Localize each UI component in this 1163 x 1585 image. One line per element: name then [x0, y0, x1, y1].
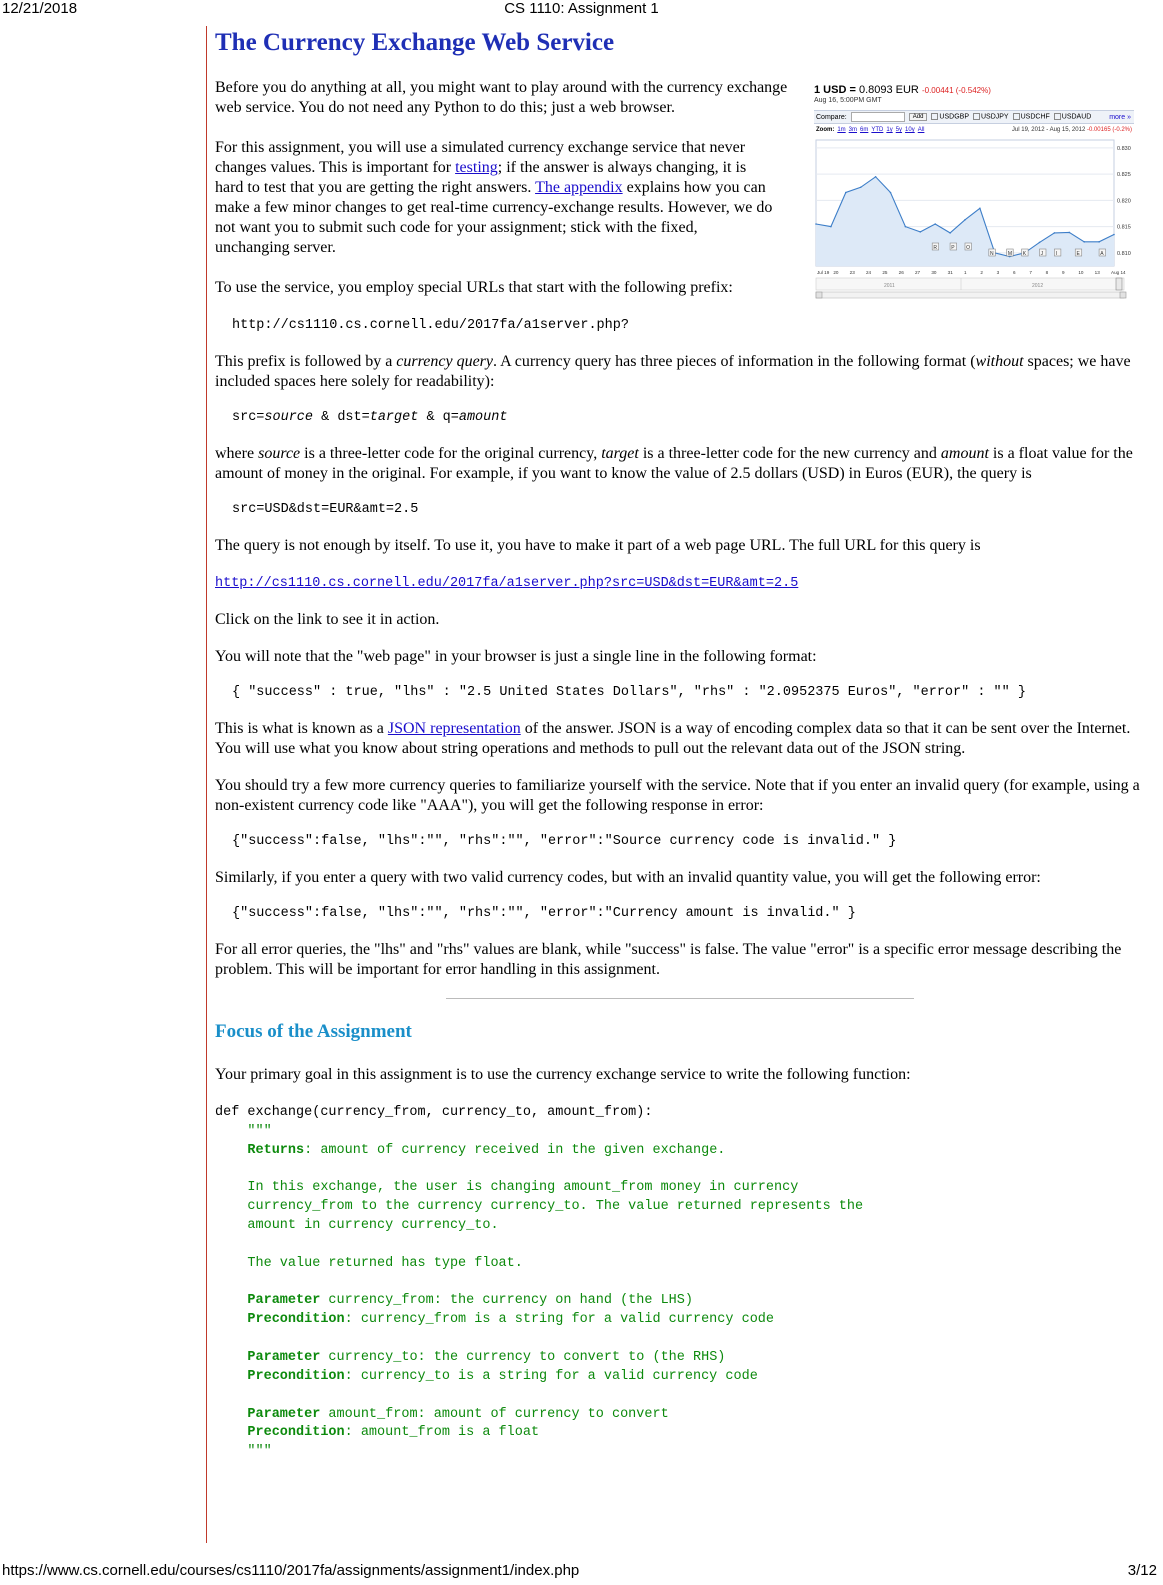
widget-zoom-5y[interactable]: 5y — [895, 127, 903, 133]
chart-news-marker-label: I — [1055, 250, 1057, 257]
chart-x-tick-label: 2 — [980, 270, 983, 275]
em-span: without — [975, 353, 1024, 370]
widget-compare-label: Compare: — [816, 113, 847, 121]
code-indent — [215, 1218, 247, 1233]
code-keyword: Parameter — [247, 1349, 321, 1365]
chart-x-tick-label: 31 — [947, 270, 953, 275]
code-keyword: Precondition — [247, 1425, 345, 1441]
text-span: ; if the answer is always changing, it is hard to test that you are getting the right answers. — [215, 159, 747, 196]
code-text: amount in currency currency_to. — [247, 1218, 499, 1234]
em-span: source — [258, 445, 301, 462]
chart-news-marker-label: J — [1040, 250, 1044, 257]
widget-compare-option: USDAUD — [1061, 113, 1092, 121]
chart-x-tick-label: Aug 14 — [1111, 270, 1126, 275]
chart-news-marker-label: N — [990, 250, 994, 257]
left-margin-rule — [206, 26, 207, 1543]
chart-x-tick-label: 25 — [882, 270, 888, 275]
widget-zoom-6m[interactable]: 6m — [860, 127, 869, 133]
full-url-paragraph — [215, 572, 1145, 594]
prefix-url-code: http://cs1110.cs.cornell.edu/2017fa/a1server.php? — [232, 318, 629, 333]
chart-x-tick-label: 27 — [915, 270, 921, 275]
chart-x-tick-label: 6 — [1013, 270, 1016, 275]
code-quotes: """ — [247, 1444, 272, 1460]
chart-y-tick-label: 0.815 — [1117, 224, 1131, 231]
code-indent — [215, 1256, 247, 1271]
invalid-query-paragraph: You should try a few more currency queries to familiarize yourself with the service. Note that if you enter an invalid query (for example, using a non-existent currency code like "AAA"), you will get the following response in error: — [215, 777, 1140, 814]
code-precondition-line — [215, 1311, 1145, 1330]
text-span: For this assignment, you will use a simulated currency exchange service that never changes values. This is important for — [215, 139, 746, 176]
code-indent — [215, 1312, 247, 1327]
code-docstring-close — [215, 1443, 1145, 1462]
code-param-line — [215, 1349, 1145, 1368]
code-docstring-open — [215, 1123, 1145, 1142]
chart-news-marker-label: A — [1100, 250, 1104, 257]
code-returns-line — [215, 1142, 1145, 1161]
code-text: : amount of currency received in the given exchange. — [304, 1142, 726, 1158]
chart-y-tick-label: 0.820 — [1117, 198, 1131, 205]
code-blank-line — [215, 1387, 1145, 1406]
text-span: where — [215, 445, 259, 462]
chart-x-tick-label: 8 — [1045, 270, 1049, 275]
chart-news-marker-label: O — [966, 244, 971, 251]
chart-x-tick-label: 23 — [849, 270, 855, 275]
json-paragraph — [215, 719, 1145, 759]
widget-zoom-all[interactable]: All — [917, 127, 925, 133]
em-span: currency query — [396, 353, 493, 370]
chart-x-tick-label: 26 — [898, 270, 904, 275]
chart-news-marker-label: M — [1007, 250, 1013, 257]
chart-x-tick-label: 10 — [1078, 270, 1084, 275]
text-span: This prefix is followed by a — [215, 353, 397, 370]
widget-zoom-3m[interactable]: 3m — [848, 127, 858, 133]
widget-compare-option: USDCHF — [1020, 113, 1050, 121]
code-text: currency_to: the currency to convert to (the RHS) — [320, 1349, 726, 1365]
json-success-code: { "success" : true, "lhs" : "2.5 United States Dollars", "rhs" : "2.0952375 Euros", "error" : "" } — [232, 685, 1026, 700]
print-date: 12/21/2018 — [2, 0, 78, 17]
currency-query-paragraph — [215, 352, 1145, 392]
code-var: target — [369, 410, 419, 425]
code-indent — [215, 1143, 247, 1158]
chart-timeline-label: 2011 — [884, 283, 895, 289]
code-span: src= — [232, 410, 265, 425]
example-query-code: src=USD&dst=EUR&amt=2.5 — [232, 502, 419, 517]
widget-zoom-1y[interactable]: 1y — [886, 127, 893, 133]
code-indent — [215, 1444, 247, 1459]
code-blank-line — [215, 1161, 1145, 1180]
code-text: currency_from to the currency currency_to. The value returned represents the — [247, 1199, 864, 1215]
appendix-link[interactable]: The appendix — [535, 179, 623, 196]
code-def-line: def exchange(currency_from, currency_to, amount_from): — [215, 1105, 653, 1120]
widget-zoom-ytd[interactable]: YTD — [871, 127, 884, 133]
text-span: is a three-letter code for the new currency and — [638, 445, 941, 462]
code-indent — [215, 1293, 247, 1308]
invalid-amount-paragraph: Similarly, if you enter a query with two valid currency codes, but with an invalid quantity value, you will get the following error: — [215, 869, 1041, 886]
code-blank-line — [215, 1274, 1145, 1293]
code-span: & q= — [418, 410, 459, 425]
code-blank-line — [215, 1330, 1145, 1349]
code-quotes: """ — [247, 1123, 272, 1139]
chart-x-tick-label: 7 — [1029, 270, 1032, 275]
code-text: currency_from: the currency on hand (the LHS) — [320, 1293, 693, 1309]
widget-zoom-1m[interactable]: 1m — [837, 127, 846, 133]
widget-zoom-10y[interactable]: 10y — [905, 127, 915, 133]
error-queries-paragraph: For all error queries, the "lhs" and "rhs" values are blank, while "success" is false. The value "error" is a specific error message describing the problem. This will be important for error handling in this assignment. — [215, 941, 1122, 978]
primary-goal-paragraph: Your primary goal in this assignment is to use the currency exchange service to write the following function: — [215, 1066, 911, 1083]
query-format-code — [215, 408, 1145, 428]
full-url-link[interactable]: http://cs1110.cs.cornell.edu/2017fa/a1server.php?src=USD&dst=EUR&amt=2.5 — [215, 576, 799, 591]
chart-y-tick-label: 0.830 — [1117, 145, 1131, 152]
widget-zoom-label: Zoom: — [816, 127, 835, 133]
query-explanation-paragraph — [215, 444, 1145, 484]
code-text: amount_from: amount of currency to convert — [320, 1406, 669, 1422]
print-title: CS 1110: Assignment 1 — [504, 0, 659, 17]
code-param-line — [215, 1292, 1145, 1311]
code-indent — [215, 1407, 247, 1422]
text-span: . A currency query has three pieces of information in the following format ( — [493, 353, 976, 370]
code-param-line — [215, 1406, 1145, 1425]
intro-paragraph: Before you do anything at all, you might want to play around with the currency exchange web service. You do not need any Python to do this; just a web browser. — [215, 79, 788, 116]
json-link[interactable]: JSON representation — [387, 720, 521, 737]
print-url: https://www.cs.cornell.edu/courses/cs1110/2017fa/assignments/assignment1/index.php — [2, 1562, 580, 1579]
chart-x-tick-label: 30 — [931, 270, 937, 275]
click-link-paragraph: Click on the link to see it in action. — [215, 611, 440, 628]
chart-x-tick-label: 20 — [833, 270, 839, 275]
exchange-function-code — [215, 1104, 1145, 1462]
chart-news-marker-label: K — [1022, 250, 1027, 257]
web-page-format-paragraph: You will note that the "web page" in your browser is just a single line in the following format: — [215, 648, 817, 665]
code-desc-line — [215, 1255, 1145, 1274]
widget-range-text: Jul 19, 2012 - Aug 15, 2012 — [1011, 127, 1086, 133]
code-indent — [215, 1369, 247, 1384]
code-span: & dst= — [313, 410, 370, 425]
chart-news-marker-label: R — [933, 244, 938, 251]
chart-x-tick-label: 24 — [866, 270, 872, 275]
testing-link[interactable]: testing — [455, 159, 498, 176]
widget-date: Aug 16, 5:00PM GMT — [814, 97, 882, 104]
chart-y-tick-label: 0.810 — [1117, 250, 1131, 257]
code-keyword: Precondition — [247, 1368, 345, 1384]
text-span: is a float value for the amount of money in the original. For example, if you want to know the value of 2.5 dollars (USD) in Euros (EUR), the query is — [215, 445, 1133, 482]
widget-compare-option: USDJPY — [980, 113, 1009, 121]
full-url-intro-paragraph: The query is not enough by itself. To use it, you have to make it part of a web page URL. The full URL for this query is — [215, 537, 981, 554]
em-span: amount — [940, 445, 989, 462]
code-blank-line — [215, 1236, 1145, 1255]
text-span: spaces; we have included spaces here solely for readability): — [215, 353, 1131, 390]
code-keyword: Returns — [247, 1142, 305, 1158]
code-text: : currency_from is a string for a valid currency code — [344, 1312, 774, 1328]
chart-timeline-label: 2012 — [1032, 283, 1044, 289]
code-indent — [215, 1350, 247, 1365]
chart-news-marker-label: P — [951, 244, 955, 251]
code-var: amount — [458, 410, 508, 425]
em-span: target — [601, 445, 639, 462]
section-divider — [446, 998, 914, 999]
code-indent — [215, 1180, 247, 1195]
text-span: of the answer. JSON is a way of encoding complex data so that it can be sent over the Internet. You will use what you know about string operations and methods to pull out the relevant data out of the JSON string. — [215, 720, 1131, 757]
widget-more-link[interactable]: more » — [1109, 113, 1131, 121]
code-indent — [215, 1425, 247, 1440]
widget-rate-label: 1 USD = — [814, 84, 856, 96]
main-content — [215, 26, 1145, 1462]
code-var: source — [264, 410, 314, 425]
text-span: is a three-letter code for the original currency, — [300, 445, 602, 462]
code-indent — [215, 1124, 247, 1139]
chart-x-tick-label: 1 — [964, 270, 967, 275]
code-text: : amount_from is a float — [344, 1425, 540, 1441]
code-keyword: Parameter — [247, 1406, 321, 1422]
chart-news-marker-label: E — [1076, 250, 1080, 257]
chart-x-tick-label: 9 — [1062, 270, 1065, 275]
code-indent — [215, 1199, 247, 1214]
chart-x-tick-label: 13 — [1094, 270, 1100, 275]
widget-add-button[interactable]: Add — [909, 113, 928, 121]
code-keyword: Parameter — [247, 1293, 321, 1309]
widget-compare-option: USDGBP — [939, 113, 969, 121]
chart-y-tick-label: 0.825 — [1117, 172, 1131, 179]
code-text: In this exchange, the user is changing amount_from money in currency — [247, 1180, 799, 1196]
json-error-source-code: {"success":false, "lhs":"", "rhs":"", "error":"Source currency code is invalid." } — [232, 834, 897, 849]
chart-x-tick-label: 3 — [996, 270, 1000, 275]
widget-range-change: -0.00165 (-0.2%) — [1086, 127, 1132, 133]
widget-rate-change: -0.00441 (-0.542%) — [921, 86, 991, 95]
code-keyword: Precondition — [247, 1312, 345, 1328]
code-desc-line — [215, 1217, 1145, 1236]
focus-heading: Focus of the Assignment — [215, 1021, 412, 1042]
page-title: The Currency Exchange Web Service — [215, 29, 615, 56]
json-error-amount-code: {"success":false, "lhs":"", "rhs":"", "error":"Currency amount is invalid." } — [232, 906, 856, 921]
code-desc-line — [215, 1179, 1145, 1198]
code-precondition-line — [215, 1368, 1145, 1387]
text-span: This is what is known as a — [215, 720, 388, 737]
code-text: : currency_to is a string for a valid currency code — [344, 1368, 758, 1384]
code-text: The value returned has type float. — [247, 1255, 523, 1271]
chart-x-tick-label: Jul 19 — [817, 270, 830, 275]
widget-rate-value: 0.8093 EUR — [858, 84, 919, 96]
print-page-number: 3/12 — [1127, 1562, 1157, 1579]
code-desc-line — [215, 1198, 1145, 1217]
code-precondition-line — [215, 1424, 1145, 1443]
prefix-intro-paragraph: To use the service, you employ special URLs that start with the following prefix: — [215, 279, 733, 296]
text-span: explains how you can make a few minor changes to get real-time currency-exchange results. However, we do not want you to submit such code for your assignment; stick with the fixed, unchanging server. — [215, 179, 773, 256]
simulated-service-paragraph — [215, 138, 775, 258]
